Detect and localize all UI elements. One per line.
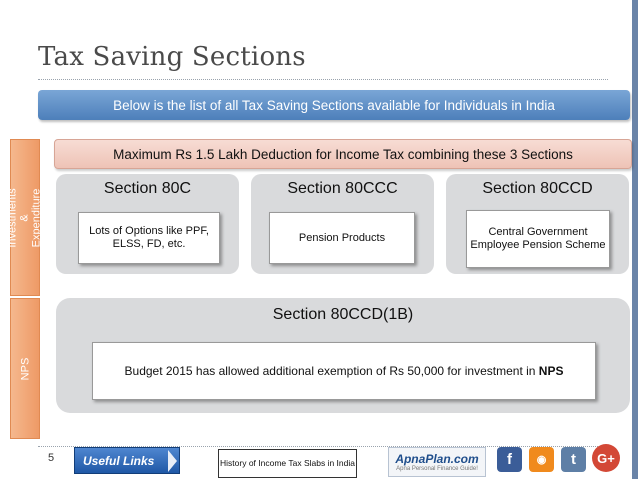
budget-detail-emphasis: NPS [538, 363, 564, 378]
apnaplan-tagline: Apna Personal Finance Guide! [396, 466, 478, 472]
budget-detail-text [125, 365, 564, 378]
history-income-tax-link[interactable] [218, 449, 357, 478]
sidebar-nps [10, 298, 40, 439]
intro-banner [38, 90, 630, 120]
apnaplan-logo-link[interactable] [388, 447, 486, 477]
rss-icon[interactable]: ◉ [529, 447, 554, 472]
section-detail-box [78, 212, 220, 264]
section-title: Section 80CCD(1B) [272, 306, 414, 323]
arrow-right-icon [168, 450, 177, 472]
section-detail-text: Central Government Employee Pension Scheme [470, 226, 606, 251]
sidebar-investments [7, 139, 43, 296]
facebook-icon[interactable]: f [497, 447, 522, 472]
section-title: Section 80C [103, 180, 192, 197]
apnaplan-logo-text: ApnaPlan.com [395, 452, 479, 466]
useful-links-button[interactable] [74, 447, 180, 474]
history-link-label: History of Income Tax Slabs in India [220, 458, 355, 468]
section-card-80ccd [446, 174, 629, 274]
sidebar-investments-label: Investments & Expenditure [7, 187, 43, 248]
section-detail-text: Lots of Options like PPF, ELSS, FD, etc. [89, 225, 209, 250]
budget-detail-box [92, 342, 596, 400]
useful-links-label: Useful Links [83, 453, 155, 468]
budget-detail-prefix: Budget 2015 has allowed additional exemption of Rs 50,000 for investment in [124, 363, 539, 378]
section-detail-box [269, 212, 415, 264]
google-plus-icon[interactable]: G+ [592, 444, 620, 472]
section-card-80ccc [251, 174, 434, 274]
section-card-80ccd-1b [56, 298, 630, 413]
section-detail-text: Pension Products [298, 231, 386, 244]
twitter-icon[interactable]: t [561, 447, 586, 472]
page-title: Tax Saving Sections [38, 42, 306, 72]
section-title: Section 80CCC [287, 180, 398, 197]
sidebar-nps-label: NPS [19, 357, 31, 380]
section-card-80c [56, 174, 239, 274]
max-deduction-box [54, 139, 632, 169]
intro-banner-text: Below is the list of all Tax Saving Sections available for Individuals in India [113, 97, 555, 113]
slide-edge-bar [632, 0, 638, 479]
section-detail-box [466, 210, 610, 268]
page-number: 5 [48, 452, 55, 464]
max-deduction-text: Maximum Rs 1.5 Lakh Deduction for Income Tax combining these 3 Sections [113, 146, 573, 162]
section-title: Section 80CCD [482, 180, 593, 197]
title-divider [38, 79, 608, 80]
